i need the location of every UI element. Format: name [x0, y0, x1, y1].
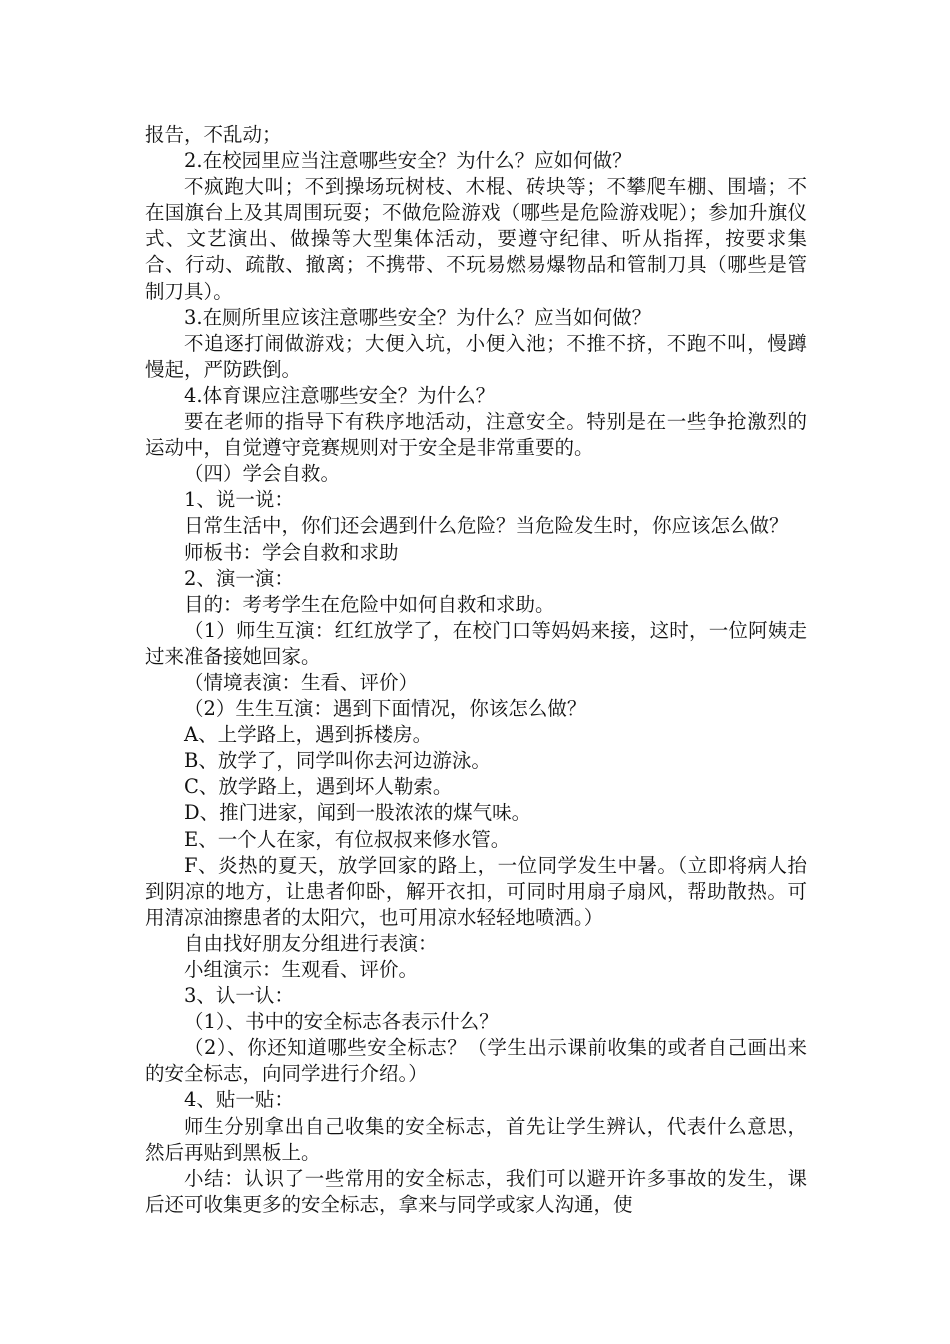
- paragraph: （1）师生互演：红红放学了，在校门口等妈妈来接，这时，一位阿姨走过来准备接她回家。: [145, 618, 807, 668]
- paragraph: D、推门进家，闻到一股浓浓的煤气味。: [184, 801, 532, 825]
- paragraph: B、放学了，同学叫你去河边游泳。: [184, 749, 491, 773]
- paragraph: 师板书：学会自救和求助: [184, 540, 399, 564]
- document-page: [145, 122, 807, 1218]
- paragraph: 3.在厕所里应该注意哪些安全？为什么？应当如何做？: [184, 305, 652, 329]
- paragraph: （1）、书中的安全标志各表示什么？: [184, 1010, 499, 1034]
- paragraph: 4.体育课应注意哪些安全？为什么？: [184, 383, 496, 407]
- paragraph: 3、认一认：: [184, 984, 294, 1008]
- paragraph: 1、说一说：: [184, 488, 294, 512]
- paragraph: （情境表演：生看、评价）: [184, 670, 419, 694]
- paragraph: （2）、你还知道哪些安全标志？（学生出示课前收集的或者自己画出来的安全标志，向同学进行介绍。）: [145, 1036, 807, 1086]
- paragraph: 不追逐打闹做游戏；大便入坑，小便入池；不推不挤，不跑不叫，慢蹲慢起，严防跌倒。: [145, 331, 807, 381]
- paragraph: E、一个人在家，有位叔叔来修水管。: [184, 827, 511, 851]
- paragraph: 小结：认识了一些常用的安全标志，我们可以避开许多事故的发生，课后还可收集更多的安全标志，拿来与同学或家人沟通，使: [145, 1166, 807, 1216]
- paragraph: 日常生活中，你们还会遇到什么危险？当危险发生时，你应该怎么做？: [184, 514, 789, 538]
- paragraph: F、炎热的夏天，放学回家的路上，一位同学发生中暑。（立即将病人抬到阴凉的地方，让患者仰卧，解开衣扣，可同时用扇子扇风，帮助散热。可用清凉油擦患者的太阳穴，也可用凉水轻轻地喷洒。）: [145, 853, 807, 929]
- paragraph: 师生分别拿出自己收集的安全标志，首先让学生辨认，代表什么意思，然后再贴到黑板上。: [145, 1114, 807, 1164]
- paragraph: 要在老师的指导下有秩序地活动，注意安全。特别是在一些争抢激烈的运动中，自觉遵守竞赛规则对于安全是非常重要的。: [145, 410, 807, 460]
- paragraph: 不疯跑大叫；不到操场玩树枝、木棍、砖块等；不攀爬车棚、围墙；不在国旗台上及其周围玩耍；不做危险游戏（哪些是危险游戏呢）；参加升旗仪式、文艺演出、做操等大型集体活动，要遵守纪律、听从指挥，按要求集合、行动、疏散、撤离；不携带、不玩易燃易爆物品和管制刀具（哪些是管制刀具）。: [145, 175, 807, 303]
- paragraph: 自由找好朋友分组进行表演：: [184, 931, 438, 955]
- paragraph: 小组演示：生观看、评价。: [184, 958, 419, 981]
- paragraph: C、放学路上，遇到坏人勒索。: [184, 775, 453, 799]
- paragraph: （2）生生互演：遇到下面情况，你该怎么做？: [184, 697, 587, 721]
- paragraph: A、上学路上，遇到拆楼房。: [184, 723, 433, 747]
- paragraph: （四）学会自救。: [184, 462, 341, 486]
- paragraph: 目的：考考学生在危险中如何自救和求助。: [184, 592, 555, 616]
- paragraph: 报告，不乱动；: [145, 123, 282, 146]
- paragraph: 2、演一演：: [184, 566, 294, 590]
- paragraph: 4、贴一贴：: [184, 1088, 294, 1112]
- paragraph: 2.在校园里应当注意哪些安全？为什么？应如何做？: [184, 149, 632, 173]
